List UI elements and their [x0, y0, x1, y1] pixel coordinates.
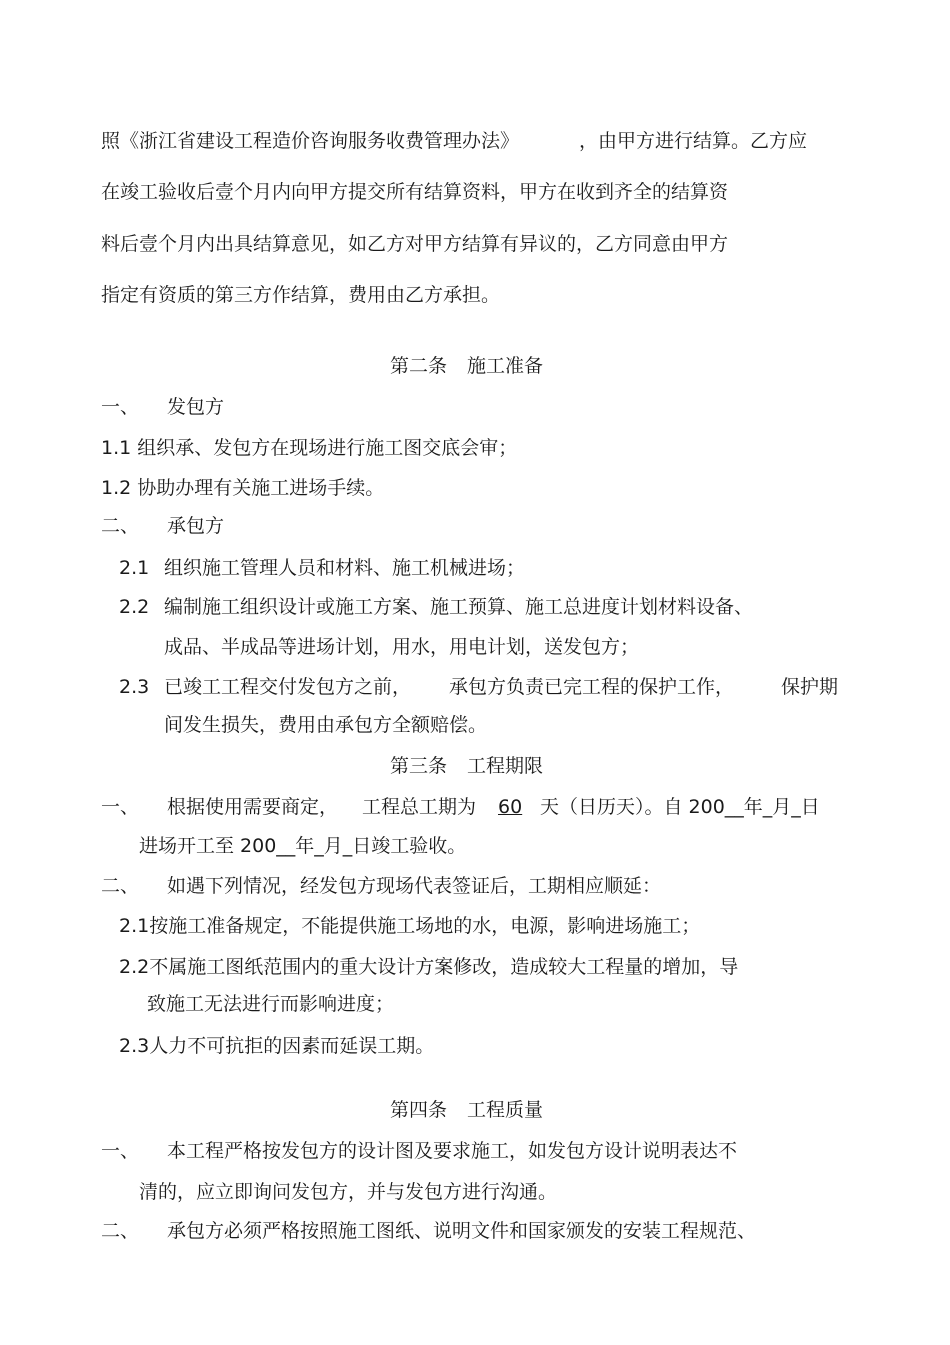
art4-section-2-number: 二、 [101, 1220, 140, 1242]
intro-line-3: 料后壹个月内出具结算意见，如乙方对甲方结算有异议的，乙方同意由甲方 [101, 233, 729, 255]
art2-item-1-1: 1.1 组织承、发包方在现场进行施工图交底会审； [101, 437, 518, 459]
art3-section-1-number: 一、 [101, 796, 140, 818]
art4-section-2-line-1: 承包方必须严格按照施工图纸、说明文件和国家颁发的安装工程规范、 [167, 1220, 757, 1242]
art2-item-2-3-number: 2.3 [119, 676, 150, 698]
intro-line-1a: 照《浙江省建设工程造价咨询服务收费管理办法》 [101, 130, 520, 152]
article-3-number: 第三条 [390, 755, 448, 777]
art2-section-1-number: 一、 [101, 396, 140, 418]
art2-section-1-label: 发包方 [167, 396, 225, 418]
art3-section-1-part-2: 工程总工期为 [362, 796, 477, 818]
art3-item-2-3: 2.3人力不可抗拒的因素而延误工期。 [119, 1035, 435, 1057]
art4-section-1-line-2: 清的，应立即询问发包方，并与发包方进行沟通。 [139, 1181, 558, 1203]
art3-item-2-1: 2.1按施工准备规定，不能提供施工场地的水，电源，影响进场施工； [119, 915, 701, 937]
art2-item-2-3-part-1: 已竣工工程交付发包方之前， [164, 676, 412, 698]
art2-section-2-label: 承包方 [167, 515, 225, 537]
article-3-title: 工程期限 [467, 755, 544, 777]
art2-item-2-3-part-2: 承包方负责已完工程的保护工作， [449, 676, 735, 698]
art3-total-days: 60 [498, 796, 523, 818]
article-4-number: 第四条 [390, 1099, 448, 1121]
art3-item-2-2-line-1: 2.2不属施工图纸范围内的重大设计方案修改，造成较大工程量的增加，导 [119, 956, 739, 978]
art2-item-2-1-number: 2.1 [119, 557, 150, 579]
art3-section-1-part-1: 根据使用需要商定， [167, 796, 339, 818]
art3-item-2-2-line-2: 致施工无法进行而影响进度； [147, 993, 395, 1015]
intro-line-2: 在竣工验收后壹个月内向甲方提交所有结算资料，甲方在收到齐全的结算资 [101, 181, 729, 203]
art4-section-1-number: 一、 [101, 1140, 140, 1162]
art2-section-2-number: 二、 [101, 515, 140, 537]
art2-item-2-3-part-3: 保护期 [781, 676, 839, 698]
art2-item-2-1: 组织施工管理人员和材料、施工机械进场； [164, 557, 526, 579]
art2-item-2-2-line-2: 成品、半成品等进场计划，用水，用电计划，送发包方； [164, 636, 640, 658]
art2-item-2-2-line-1: 编制施工组织设计或施工方案、施工预算、施工总进度计划材料设备、 [164, 596, 754, 618]
article-2-title: 施工准备 [467, 355, 544, 377]
intro-line-4: 指定有资质的第三方作结算，费用由乙方承担。 [101, 284, 501, 306]
art2-item-2-2-number: 2.2 [119, 596, 150, 618]
art2-item-2-3-line-2: 间发生损失，费用由承包方全额赔偿。 [164, 714, 488, 736]
art3-section-2-text: 如遇下列情况，经发包方现场代表签证后，工期相应顺延： [167, 875, 662, 897]
art3-section-2-number: 二、 [101, 875, 140, 897]
art3-section-1-part-3: 天（日历天）。自 200__年_月_日 [540, 796, 820, 818]
art3-section-1-line-2: 进场开工至 200__年_月_日竣工验收。 [139, 835, 467, 857]
art2-item-1-2: 1.2 协助办理有关施工进场手续。 [101, 477, 385, 499]
art4-section-1-line-1: 本工程严格按发包方的设计图及要求施工，如发包方设计说明表达不 [167, 1140, 738, 1162]
article-4-title: 工程质量 [467, 1099, 544, 1121]
intro-line-1b: ，由甲方进行结算。乙方应 [579, 130, 808, 152]
article-2-number: 第二条 [390, 355, 448, 377]
